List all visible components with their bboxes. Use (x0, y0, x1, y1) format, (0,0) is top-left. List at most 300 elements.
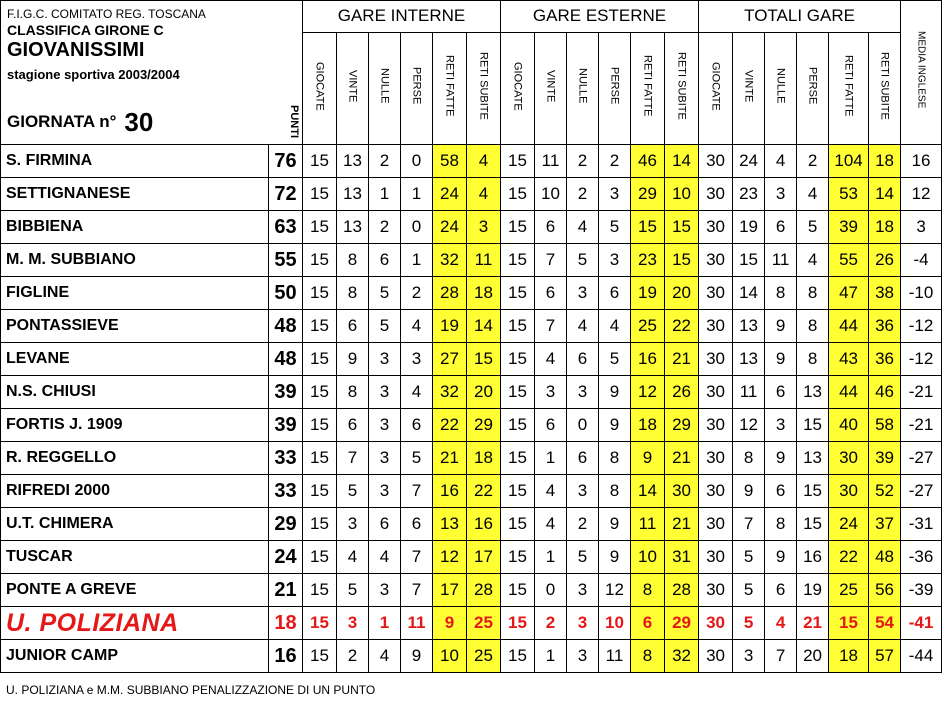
away-goals-for-cell: 16 (631, 343, 665, 376)
away-drawn-cell: 5 (567, 541, 599, 574)
total-drawn-cell: 6 (765, 376, 797, 409)
total-drawn-cell: 7 (765, 640, 797, 673)
home-drawn-cell: 6 (369, 508, 401, 541)
total-lost-cell: 19 (797, 574, 829, 607)
home-drawn-cell: 1 (369, 607, 401, 640)
away-played-cell: 15 (501, 277, 535, 310)
total-drawn-cell: 6 (765, 475, 797, 508)
media-inglese-cell: -36 (901, 541, 942, 574)
home-won-cell: 9 (337, 343, 369, 376)
home-drawn-cell: 3 (369, 343, 401, 376)
federation-label: F.I.G.C. COMITATO REG. TOSCANA (7, 7, 206, 21)
home-played-cell: 15 (303, 376, 337, 409)
team-name: RIFREDI 2000 (1, 475, 269, 508)
away-goals-for-cell: 18 (631, 409, 665, 442)
team-name: S. FIRMINA (1, 145, 269, 178)
away-drawn-cell: 0 (567, 409, 599, 442)
home-goals-for-cell: 58 (433, 145, 467, 178)
total-lost-cell: 4 (797, 178, 829, 211)
team-points: 18 (269, 607, 303, 640)
home-group-header: GARE INTERNE (303, 1, 501, 33)
total-won-cell: 14 (733, 277, 765, 310)
home-goals-against-cell: 25 (467, 607, 501, 640)
home-goals-for-cell: 9 (433, 607, 467, 640)
team-points: 16 (269, 640, 303, 673)
media-inglese-cell: 12 (901, 178, 942, 211)
team-points: 72 (269, 178, 303, 211)
total-goals-against-cell: 37 (869, 508, 901, 541)
home-goals-for-cell: 17 (433, 574, 467, 607)
total-won-cell: 9 (733, 475, 765, 508)
season-label: stagione sportiva 2003/2004 (7, 67, 180, 82)
away-won-cell: 2 (535, 607, 567, 640)
home-drawn-cell: 3 (369, 442, 401, 475)
home-goals-against-cell: 15 (467, 343, 501, 376)
away-goals-against-cell: 32 (665, 640, 699, 673)
home-drawn-cell: 6 (369, 244, 401, 277)
away-goals-against-cell: 21 (665, 442, 699, 475)
away-drawn-header: NULLE (567, 32, 599, 144)
away-lost-cell: 9 (599, 508, 631, 541)
away-goals-for-cell: 8 (631, 574, 665, 607)
team-name: FIGLINE (1, 277, 269, 310)
total-played-header: GIOCATE (699, 32, 733, 144)
away-goals-against-cell: 10 (665, 178, 699, 211)
table-row (1, 640, 942, 673)
home-drawn-cell: 4 (369, 541, 401, 574)
away-lost-cell: 4 (599, 310, 631, 343)
penalty-footnote: U. POLIZIANA e M.M. SUBBIANO PENALIZZAZIONE DI UN PUNTO (6, 683, 376, 697)
table-row (1, 541, 942, 574)
total-won-cell: 13 (733, 310, 765, 343)
total-lost-cell: 15 (797, 475, 829, 508)
home-drawn-cell: 5 (369, 310, 401, 343)
total-played-cell: 30 (699, 277, 733, 310)
round-label: GIORNATA n° (7, 112, 117, 131)
away-lost-cell: 8 (599, 475, 631, 508)
total-goals-for-cell: 18 (829, 640, 869, 673)
away-won-cell: 7 (535, 244, 567, 277)
home-lost-cell: 7 (401, 475, 433, 508)
away-drawn-cell: 2 (567, 508, 599, 541)
away-goals-for-cell: 23 (631, 244, 665, 277)
home-drawn-cell: 3 (369, 574, 401, 607)
media-inglese-cell: -41 (901, 607, 942, 640)
total-won-cell: 15 (733, 244, 765, 277)
away-goals-for-header: RETI FATTE (631, 32, 665, 144)
media-inglese-cell: 3 (901, 211, 942, 244)
home-won-cell: 3 (337, 508, 369, 541)
away-goals-for-cell: 14 (631, 475, 665, 508)
total-played-cell: 30 (699, 409, 733, 442)
table-row (1, 508, 942, 541)
home-goals-for-cell: 24 (433, 211, 467, 244)
away-played-cell: 15 (501, 145, 535, 178)
home-lost-cell: 1 (401, 178, 433, 211)
home-lost-cell: 7 (401, 574, 433, 607)
away-won-cell: 3 (535, 376, 567, 409)
home-drawn-cell: 3 (369, 409, 401, 442)
media-label: MEDIA INGLESE (915, 31, 927, 109)
total-played-cell: 30 (699, 574, 733, 607)
away-played-cell: 15 (501, 409, 535, 442)
total-lost-cell: 5 (797, 211, 829, 244)
away-goals-against-cell: 21 (665, 343, 699, 376)
total-won-header: VINTE (733, 32, 765, 144)
home-goals-for-cell: 27 (433, 343, 467, 376)
team-name: N.S. CHIUSI (1, 376, 269, 409)
away-drawn-cell: 3 (567, 475, 599, 508)
home-lost-cell: 0 (401, 211, 433, 244)
total-goals-for-cell: 22 (829, 541, 869, 574)
away-drawn-cell: 6 (567, 442, 599, 475)
home-goals-against-cell: 17 (467, 541, 501, 574)
home-lost-cell: 5 (401, 442, 433, 475)
away-lost-cell: 8 (599, 442, 631, 475)
away-drawn-cell: 3 (567, 607, 599, 640)
away-won-cell: 11 (535, 145, 567, 178)
total-drawn-cell: 3 (765, 178, 797, 211)
total-won-cell: 5 (733, 607, 765, 640)
home-lost-cell: 3 (401, 343, 433, 376)
total-won-cell: 24 (733, 145, 765, 178)
total-drawn-header: NULLE (765, 32, 797, 144)
home-lost-cell: 7 (401, 541, 433, 574)
total-drawn-cell: 6 (765, 211, 797, 244)
home-goals-against-cell: 14 (467, 310, 501, 343)
total-drawn-cell: 3 (765, 409, 797, 442)
home-played-cell: 15 (303, 211, 337, 244)
total-goals-for-cell: 55 (829, 244, 869, 277)
home-won-cell: 6 (337, 409, 369, 442)
total-lost-cell: 2 (797, 145, 829, 178)
away-lost-cell: 9 (599, 376, 631, 409)
home-goals-for-cell: 12 (433, 541, 467, 574)
table-row (1, 343, 942, 376)
home-drawn-cell: 3 (369, 376, 401, 409)
away-goals-for-cell: 8 (631, 640, 665, 673)
total-lost-cell: 8 (797, 310, 829, 343)
home-played-cell: 15 (303, 277, 337, 310)
away-goals-against-cell: 29 (665, 409, 699, 442)
media-inglese-cell: -27 (901, 475, 942, 508)
home-played-cell: 15 (303, 343, 337, 376)
home-drawn-header: NULLE (369, 32, 401, 144)
home-won-cell: 5 (337, 475, 369, 508)
total-goals-against-cell: 57 (869, 640, 901, 673)
away-lost-cell: 10 (599, 607, 631, 640)
home-goals-for-cell: 13 (433, 508, 467, 541)
home-goals-against-cell: 29 (467, 409, 501, 442)
away-lost-cell: 3 (599, 178, 631, 211)
total-drawn-cell: 8 (765, 277, 797, 310)
total-lost-cell: 15 (797, 508, 829, 541)
team-name: U.T. CHIMERA (1, 508, 269, 541)
total-goals-against-cell: 14 (869, 178, 901, 211)
home-goals-against-cell: 18 (467, 442, 501, 475)
total-played-cell: 30 (699, 244, 733, 277)
total-played-cell: 30 (699, 376, 733, 409)
home-drawn-cell: 2 (369, 145, 401, 178)
away-goals-for-cell: 9 (631, 442, 665, 475)
home-played-cell: 15 (303, 508, 337, 541)
media-inglese-cell: -21 (901, 376, 942, 409)
home-lost-cell: 1 (401, 244, 433, 277)
home-lost-cell: 4 (401, 376, 433, 409)
away-lost-cell: 12 (599, 574, 631, 607)
away-goals-against-cell: 30 (665, 475, 699, 508)
total-drawn-cell: 8 (765, 508, 797, 541)
away-drawn-cell: 6 (567, 343, 599, 376)
away-goals-against-cell: 29 (665, 607, 699, 640)
away-won-cell: 1 (535, 640, 567, 673)
away-won-cell: 6 (535, 211, 567, 244)
media-inglese-cell: -44 (901, 640, 942, 673)
home-goals-for-cell: 16 (433, 475, 467, 508)
total-goals-for-cell: 104 (829, 145, 869, 178)
home-goals-against-cell: 20 (467, 376, 501, 409)
team-points: 48 (269, 343, 303, 376)
total-played-cell: 30 (699, 442, 733, 475)
team-name: U. POLIZIANA (1, 607, 269, 640)
away-goals-against-cell: 14 (665, 145, 699, 178)
away-drawn-cell: 2 (567, 145, 599, 178)
total-lost-cell: 16 (797, 541, 829, 574)
total-played-cell: 30 (699, 541, 733, 574)
total-won-cell: 13 (733, 343, 765, 376)
total-won-cell: 5 (733, 541, 765, 574)
home-won-cell: 13 (337, 178, 369, 211)
home-played-cell: 15 (303, 244, 337, 277)
total-won-cell: 3 (733, 640, 765, 673)
away-played-cell: 15 (501, 574, 535, 607)
away-drawn-cell: 5 (567, 244, 599, 277)
away-won-cell: 6 (535, 409, 567, 442)
home-won-cell: 2 (337, 640, 369, 673)
away-played-header: GIOCATE (501, 32, 535, 144)
home-played-cell: 15 (303, 442, 337, 475)
away-goals-for-cell: 11 (631, 508, 665, 541)
table-row (1, 442, 942, 475)
home-drawn-cell: 2 (369, 211, 401, 244)
home-won-cell: 3 (337, 607, 369, 640)
media-inglese-cell: -27 (901, 442, 942, 475)
away-drawn-cell: 4 (567, 310, 599, 343)
total-goals-against-cell: 56 (869, 574, 901, 607)
total-goals-against-cell: 18 (869, 211, 901, 244)
round-line (7, 105, 154, 137)
total-goals-against-cell: 39 (869, 442, 901, 475)
home-played-cell: 15 (303, 409, 337, 442)
media-inglese-cell: 16 (901, 145, 942, 178)
away-drawn-cell: 3 (567, 277, 599, 310)
home-played-cell: 15 (303, 145, 337, 178)
team-name: BIBBIENA (1, 211, 269, 244)
info-box (1, 1, 303, 145)
away-played-cell: 15 (501, 244, 535, 277)
home-drawn-cell: 5 (369, 277, 401, 310)
total-goals-for-cell: 25 (829, 574, 869, 607)
total-goals-for-cell: 47 (829, 277, 869, 310)
table-row (1, 376, 942, 409)
home-goals-against-cell: 18 (467, 277, 501, 310)
total-played-cell: 30 (699, 178, 733, 211)
total-played-cell: 30 (699, 640, 733, 673)
total-drawn-cell: 9 (765, 343, 797, 376)
total-won-cell: 12 (733, 409, 765, 442)
total-played-cell: 30 (699, 310, 733, 343)
home-lost-cell: 0 (401, 145, 433, 178)
total-goals-for-cell: 44 (829, 376, 869, 409)
home-won-cell: 13 (337, 145, 369, 178)
home-played-cell: 15 (303, 541, 337, 574)
away-won-cell: 10 (535, 178, 567, 211)
away-lost-cell: 2 (599, 145, 631, 178)
team-name: FORTIS J. 1909 (1, 409, 269, 442)
home-won-cell: 8 (337, 244, 369, 277)
total-goals-for-cell: 53 (829, 178, 869, 211)
team-points: 33 (269, 475, 303, 508)
team-name: LEVANE (1, 343, 269, 376)
home-played-cell: 15 (303, 640, 337, 673)
total-goals-against-header: RETI SUBITE (869, 32, 901, 144)
home-goals-against-cell: 4 (467, 178, 501, 211)
total-played-cell: 30 (699, 508, 733, 541)
away-goals-against-header: RETI SUBITE (665, 32, 699, 144)
away-won-cell: 1 (535, 541, 567, 574)
total-lost-cell: 13 (797, 376, 829, 409)
table-row (1, 574, 942, 607)
total-lost-cell: 20 (797, 640, 829, 673)
total-drawn-cell: 9 (765, 541, 797, 574)
total-drawn-cell: 4 (765, 145, 797, 178)
away-goals-against-cell: 22 (665, 310, 699, 343)
home-played-cell: 15 (303, 178, 337, 211)
total-goals-for-cell: 15 (829, 607, 869, 640)
total-goals-against-cell: 54 (869, 607, 901, 640)
away-goals-against-cell: 28 (665, 574, 699, 607)
away-won-cell: 4 (535, 508, 567, 541)
away-goals-for-cell: 19 (631, 277, 665, 310)
home-goals-against-cell: 3 (467, 211, 501, 244)
total-group-header: TOTALI GARE (699, 1, 901, 33)
away-goals-for-cell: 29 (631, 178, 665, 211)
table-header (1, 1, 942, 145)
total-drawn-cell: 6 (765, 574, 797, 607)
total-won-cell: 19 (733, 211, 765, 244)
home-goals-against-cell: 4 (467, 145, 501, 178)
media-header (901, 1, 942, 145)
team-name: SETTIGNANESE (1, 178, 269, 211)
away-lost-cell: 5 (599, 343, 631, 376)
away-goals-against-cell: 21 (665, 508, 699, 541)
total-goals-against-cell: 58 (869, 409, 901, 442)
home-won-cell: 8 (337, 376, 369, 409)
home-lost-cell: 11 (401, 607, 433, 640)
away-lost-cell: 9 (599, 541, 631, 574)
total-lost-cell: 8 (797, 277, 829, 310)
table-row (1, 211, 942, 244)
total-lost-header: PERSE (797, 32, 829, 144)
away-lost-cell: 9 (599, 409, 631, 442)
total-drawn-cell: 11 (765, 244, 797, 277)
home-played-cell: 15 (303, 310, 337, 343)
away-played-cell: 15 (501, 211, 535, 244)
media-inglese-cell: -31 (901, 508, 942, 541)
home-goals-against-cell: 16 (467, 508, 501, 541)
total-drawn-cell: 9 (765, 442, 797, 475)
away-goals-for-cell: 12 (631, 376, 665, 409)
home-goals-for-cell: 28 (433, 277, 467, 310)
media-inglese-cell: -12 (901, 310, 942, 343)
round-number: 30 (124, 107, 154, 137)
away-won-cell: 1 (535, 442, 567, 475)
away-goals-for-cell: 6 (631, 607, 665, 640)
home-played-cell: 15 (303, 475, 337, 508)
total-goals-against-cell: 48 (869, 541, 901, 574)
away-goals-for-cell: 25 (631, 310, 665, 343)
home-won-cell: 13 (337, 211, 369, 244)
total-goals-against-cell: 26 (869, 244, 901, 277)
away-drawn-cell: 3 (567, 376, 599, 409)
home-lost-header: PERSE (401, 32, 433, 144)
team-points: 50 (269, 277, 303, 310)
away-won-cell: 0 (535, 574, 567, 607)
home-drawn-cell: 3 (369, 475, 401, 508)
media-inglese-cell: -21 (901, 409, 942, 442)
home-lost-cell: 6 (401, 508, 433, 541)
away-won-cell: 4 (535, 475, 567, 508)
home-won-cell: 8 (337, 277, 369, 310)
total-lost-cell: 8 (797, 343, 829, 376)
away-goals-against-cell: 31 (665, 541, 699, 574)
team-name: M. M. SUBBIANO (1, 244, 269, 277)
table-row (1, 244, 942, 277)
total-goals-against-cell: 38 (869, 277, 901, 310)
team-points: 76 (269, 145, 303, 178)
total-goals-for-header: RETI FATTE (829, 32, 869, 144)
team-name: R. REGGELLO (1, 442, 269, 475)
home-goals-against-cell: 22 (467, 475, 501, 508)
home-goals-against-cell: 11 (467, 244, 501, 277)
away-goals-for-cell: 10 (631, 541, 665, 574)
home-won-cell: 6 (337, 310, 369, 343)
total-goals-for-cell: 40 (829, 409, 869, 442)
home-played-header: GIOCATE (303, 32, 337, 144)
table-row (1, 310, 942, 343)
team-points: 48 (269, 310, 303, 343)
total-goals-for-cell: 24 (829, 508, 869, 541)
total-goals-against-cell: 52 (869, 475, 901, 508)
total-won-cell: 7 (733, 508, 765, 541)
total-goals-for-cell: 44 (829, 310, 869, 343)
media-inglese-cell: -12 (901, 343, 942, 376)
team-points: 33 (269, 442, 303, 475)
away-played-cell: 15 (501, 508, 535, 541)
away-played-cell: 15 (501, 178, 535, 211)
home-played-cell: 15 (303, 574, 337, 607)
away-lost-header: PERSE (599, 32, 631, 144)
away-lost-cell: 3 (599, 244, 631, 277)
home-won-cell: 5 (337, 574, 369, 607)
team-points: 39 (269, 376, 303, 409)
total-drawn-cell: 9 (765, 310, 797, 343)
away-won-cell: 7 (535, 310, 567, 343)
media-inglese-cell: -10 (901, 277, 942, 310)
points-header: PUNTI (288, 105, 300, 138)
away-lost-cell: 11 (599, 640, 631, 673)
group-title: CLASSIFICA GIRONE C (7, 22, 164, 38)
